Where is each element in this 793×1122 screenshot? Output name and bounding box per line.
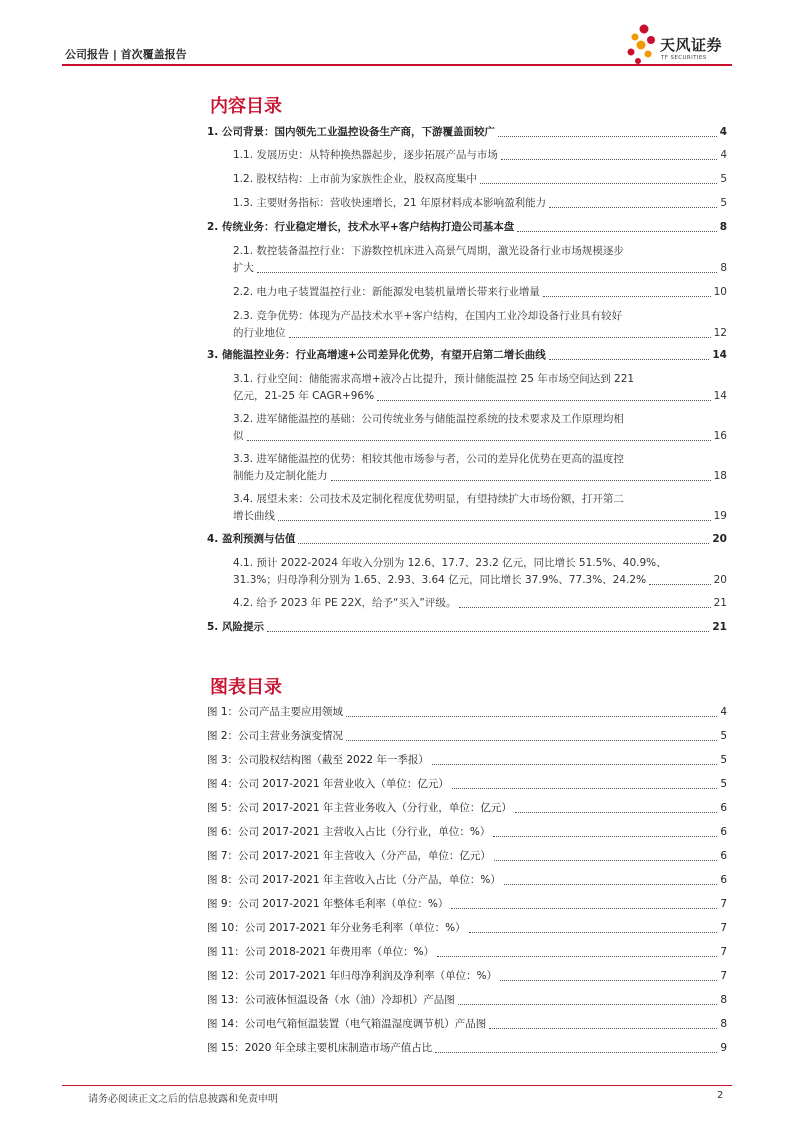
toc-entry-line1: 4.1. 预计 2022-2024 年收入分别为 12.6、17.7、23.2 亿元，同比增长 51.5%、40.9%、: [233, 557, 667, 569]
toc-entry-row: [233, 388, 727, 405]
toc-entry-title: 3. 储能温控业务：行业高增速+公司差异化优势，有望开启第二增长曲线: [207, 349, 546, 361]
logo-subtitle: TF SECURITIES: [661, 55, 707, 61]
toc-entry-title: 1. 公司背景：国内领先工业温控设备生产商，下游覆盖面较广: [207, 126, 495, 138]
toc-entry-title: 图 15：2020 年全球主要机床制造市场产值占比: [207, 1042, 433, 1054]
toc-entry-page: 8: [720, 1018, 727, 1030]
toc-entry-page: 20: [712, 533, 727, 545]
toc-entry-row: [207, 124, 727, 141]
figure-entry[interactable]: [207, 920, 727, 937]
toc-entry-row: [207, 824, 727, 841]
dot-leader: [298, 543, 709, 544]
toc-entry-page: 6: [720, 874, 727, 886]
toc-entry-row: [233, 325, 727, 342]
toc-entry-page: 8: [720, 262, 727, 274]
toc-entry-title: 图 1：公司产品主要应用领域: [207, 706, 344, 718]
dot-leader: [517, 231, 716, 232]
toc-entry-row: [207, 920, 727, 937]
toc-entry-row: [207, 728, 727, 745]
figure-entry[interactable]: [207, 992, 727, 1009]
toc-entry-title: 图 8：公司 2017-2021 年主营收入占比（分产品，单位：%）: [207, 874, 501, 886]
toc-entry-page: 7: [720, 922, 727, 934]
toc-entry-page: 5: [720, 778, 727, 790]
figure-entry[interactable]: [207, 968, 727, 985]
figure-entry[interactable]: [207, 872, 727, 889]
figure-entry[interactable]: [207, 800, 727, 817]
toc-entry-row: [207, 1040, 727, 1057]
toc-entry-row: [233, 428, 727, 445]
figure-entry[interactable]: [207, 728, 727, 745]
toc-entry[interactable]: [207, 347, 727, 364]
toc-entry[interactable]: [207, 619, 727, 636]
toc-entry-title: 图 9：公司 2017-2021 年整体毛利率（单位：%）: [207, 898, 449, 910]
dot-leader: [649, 584, 711, 585]
figure-entry[interactable]: [207, 824, 727, 841]
toc-entry-title: 图 13：公司液体恒温设备（水（油）冷却机）产品图: [207, 994, 455, 1006]
toc-entry-page: 14: [712, 349, 727, 361]
dot-leader: [331, 480, 711, 481]
toc-entry-title: 似: [233, 430, 244, 442]
toc-entry-row: [207, 219, 727, 236]
toc-entry-row: [233, 468, 727, 485]
toc-entry-line1: 2.1. 数控装备温控行业：下游数控机床进入高景气周期，激光设备行业市场规模逐步: [233, 245, 624, 257]
toc-entry-row: [207, 872, 727, 889]
toc-entry-title: 4. 盈利预测与估值: [207, 533, 296, 545]
toc-entry-title: 图 6：公司 2017-2021 主营收入占比（分行业，单位：%）: [207, 826, 491, 838]
toc-entry-page: 6: [720, 850, 727, 862]
toc-entry-page: 10: [713, 286, 727, 298]
figure-entry[interactable]: [207, 1040, 727, 1057]
dot-leader: [494, 860, 717, 861]
toc-entry[interactable]: [233, 171, 727, 188]
toc-entry[interactable]: [207, 219, 727, 236]
toc-entry-title: 的行业地位: [233, 327, 286, 339]
logo-name: 天风证券: [660, 36, 723, 54]
toc-entry[interactable]: [233, 243, 727, 277]
dot-leader: [451, 908, 717, 909]
figure-entry[interactable]: [207, 776, 727, 793]
toc-title: 内容目录: [210, 96, 282, 117]
toc-entry-page: 21: [712, 621, 727, 633]
toc-entry-page: 4: [720, 149, 727, 161]
dot-leader: [458, 1004, 718, 1005]
toc-entry-page: 7: [720, 946, 727, 958]
dot-leader: [498, 136, 717, 137]
dot-leader: [289, 337, 711, 338]
dot-leader: [500, 980, 717, 981]
toc-entry[interactable]: [233, 595, 727, 612]
toc-entry-page: 7: [720, 970, 727, 982]
figures-title: 图表目录: [210, 677, 282, 698]
dot-leader: [543, 296, 711, 297]
footer-divider: [62, 1085, 732, 1086]
dot-leader: [267, 631, 709, 632]
toc-entry-title: 图 7：公司 2017-2021 年主营收入（分产品，单位：亿元）: [207, 850, 491, 862]
toc-entry-title: 图 11：公司 2018-2021 年费用率（单位：%）: [207, 946, 435, 958]
toc-entry-row: [233, 260, 727, 277]
toc-entry-title: 31.3%；归母净利分别为 1.65、2.93、3.64 亿元，同比增长 37.9%、77.3%、24.2%: [233, 574, 647, 586]
page-number: 2: [717, 1090, 724, 1101]
toc-entry-title: 图 2：公司主营业务演变情况: [207, 730, 344, 742]
toc-entry-title: 2.2. 电力电子装置温控行业：新能源发电装机量增长带来行业增量: [233, 286, 540, 298]
dot-leader: [452, 788, 717, 789]
toc-entry-title: 1.2. 股权结构：上市前为家族性企业，股权高度集中: [233, 173, 477, 185]
toc-entry[interactable]: [233, 555, 727, 589]
toc-entry-page: 14: [713, 390, 727, 402]
toc-entry-page: 6: [720, 826, 727, 838]
dot-leader: [257, 272, 717, 273]
toc-entry[interactable]: [233, 371, 727, 405]
figure-entry[interactable]: [207, 752, 727, 769]
toc-entry-title: 1.3. 主要财务指标：营收快速增长，21 年原材料成本影响盈利能力: [233, 197, 547, 209]
toc-entry-title: 图 12：公司 2017-2021 年归母净利润及净利率（单位：%）: [207, 970, 498, 982]
toc-entry-title: 增长曲线: [233, 510, 275, 522]
toc-entry-title: 5. 风险提示: [207, 621, 264, 633]
toc-entry-row: [207, 896, 727, 913]
toc-entry[interactable]: [207, 124, 727, 141]
toc-entry-title: 图 14：公司电气箱恒温装置（电气箱温湿度调节机）产品图: [207, 1018, 487, 1030]
company-logo: [622, 20, 737, 70]
toc-entry-row: [207, 800, 727, 817]
toc-entry-page: 4: [720, 706, 727, 718]
dot-leader: [459, 607, 710, 608]
dot-leader: [489, 1028, 717, 1029]
dot-leader: [549, 207, 717, 208]
toc-entry-row: [233, 195, 727, 212]
toc-entry-title: 图 5：公司 2017-2021 年主营业务收入（分行业，单位：亿元）: [207, 802, 512, 814]
toc-entry-page: 4: [719, 126, 727, 138]
toc-entry-page: 18: [713, 470, 727, 482]
dot-leader: [346, 740, 717, 741]
toc-entry-row: [207, 531, 727, 548]
toc-entry-row: [207, 347, 727, 364]
toc-entry[interactable]: [233, 451, 727, 485]
toc-entry[interactable]: [233, 195, 727, 212]
toc-entry-row: [207, 704, 727, 721]
toc-entry[interactable]: [233, 491, 727, 525]
toc-entry-title: 2. 传统业务：行业稳定增长，技术水平+客户结构打造公司基本盘: [207, 221, 515, 233]
toc-entry-title: 4.2. 给予 2023 年 PE 22X，给予“买入”评级。: [233, 597, 457, 609]
toc-entry-page: 19: [713, 510, 727, 522]
toc-entry-page: 5: [720, 730, 727, 742]
dot-leader: [278, 520, 711, 521]
toc-entry-title: 制能力及定制化能力: [233, 470, 328, 482]
toc-entry-page: 12: [713, 327, 727, 339]
toc-entry-title: 图 4：公司 2017-2021 年营业收入（单位：亿元）: [207, 778, 449, 790]
toc-entry-page: 5: [720, 754, 727, 766]
toc-entry-line1: 3.3. 进军储能温控的优势：相较其他市场参与者，公司的差异化优势在更高的温度控: [233, 453, 624, 465]
toc-entry-title: 亿元，21-25 年 CAGR+96%: [233, 390, 375, 402]
toc-entry-title: 图 3：公司股权结构图（截至 2022 年一季报）: [207, 754, 429, 766]
toc-entry-title: 图 10：公司 2017-2021 年分业务毛利率（单位：%）: [207, 922, 466, 934]
toc-entry-row: [233, 171, 727, 188]
toc-entry-row: [207, 992, 727, 1009]
dot-leader: [435, 1052, 717, 1053]
toc-entry-row: [207, 944, 727, 961]
toc-entry-page: 21: [713, 597, 727, 609]
toc-entry-line1: 3.2. 进军储能温控的基础：公司传统业务与储能温控系统的技术要求及工作原理均相: [233, 413, 624, 425]
toc-entry-row: [207, 968, 727, 985]
dot-leader: [377, 400, 711, 401]
dot-leader: [480, 183, 717, 184]
dot-leader: [504, 884, 717, 885]
figure-entry[interactable]: [207, 1016, 727, 1033]
toc-entry[interactable]: [233, 284, 727, 301]
toc-entry-row: [233, 595, 727, 612]
toc-entry-line1: 3.1. 行业空间：储能需求高增+液冷占比提升，预计储能温控 25 年市场空间达到 221: [233, 373, 635, 385]
dot-leader: [549, 359, 710, 360]
dot-leader: [432, 764, 717, 765]
toc-entry-page: 6: [720, 802, 727, 814]
dot-leader: [247, 440, 711, 441]
dot-leader: [346, 716, 717, 717]
toc-entry-page: 20: [713, 574, 727, 586]
toc-entry-page: 9: [720, 1042, 727, 1054]
toc-entry[interactable]: [233, 411, 727, 445]
toc-entry-title: 扩大: [233, 262, 254, 274]
toc-entry-row: [207, 848, 727, 865]
toc-entry-row: [233, 508, 727, 525]
figure-entry[interactable]: [207, 848, 727, 865]
toc-entry-row: [233, 572, 727, 589]
toc-entry-title: 1.1. 发展历史：从特种换热器起步，逐步拓展产品与市场: [233, 149, 498, 161]
toc-entry-page: 8: [720, 994, 727, 1006]
dot-leader: [437, 956, 717, 957]
dot-leader: [515, 812, 717, 813]
dot-leader: [501, 159, 717, 160]
toc-entry[interactable]: [233, 308, 727, 342]
toc-entry[interactable]: [233, 147, 727, 164]
footer-disclaimer: 请务必阅读正文之后的信息披露和免责申明: [88, 1094, 278, 1105]
toc-entry[interactable]: [207, 531, 727, 548]
figure-entry[interactable]: [207, 896, 727, 913]
toc-entry-row: [207, 1016, 727, 1033]
dot-leader: [469, 932, 718, 933]
toc-entry-line1: 2.3. 竞争优势：体现为产品技术水平+客户结构，在国内工业冷却设备行业具有较好: [233, 310, 623, 322]
toc-entry-row: [207, 776, 727, 793]
figure-entry[interactable]: [207, 944, 727, 961]
toc-entry-row: [207, 619, 727, 636]
toc-entry-line1: 3.4. 展望未来：公司技术及定制化程度优势明显，有望持续扩大市场份额，打开第二: [233, 493, 624, 505]
toc-entry-page: 7: [720, 898, 727, 910]
toc-entry-page: 5: [720, 197, 727, 209]
toc-entry-page: 8: [719, 221, 727, 233]
toc-entry-row: [233, 284, 727, 301]
toc-entry-page: 16: [713, 430, 727, 442]
toc-entry-row: [207, 752, 727, 769]
toc-entry-row: [233, 147, 727, 164]
dot-leader: [493, 836, 717, 837]
toc-entry-page: 5: [720, 173, 727, 185]
figure-entry[interactable]: [207, 704, 727, 721]
logo-mark-icon: [622, 20, 660, 70]
report-type-label: 公司报告 | 首次覆盖报告: [65, 48, 187, 61]
